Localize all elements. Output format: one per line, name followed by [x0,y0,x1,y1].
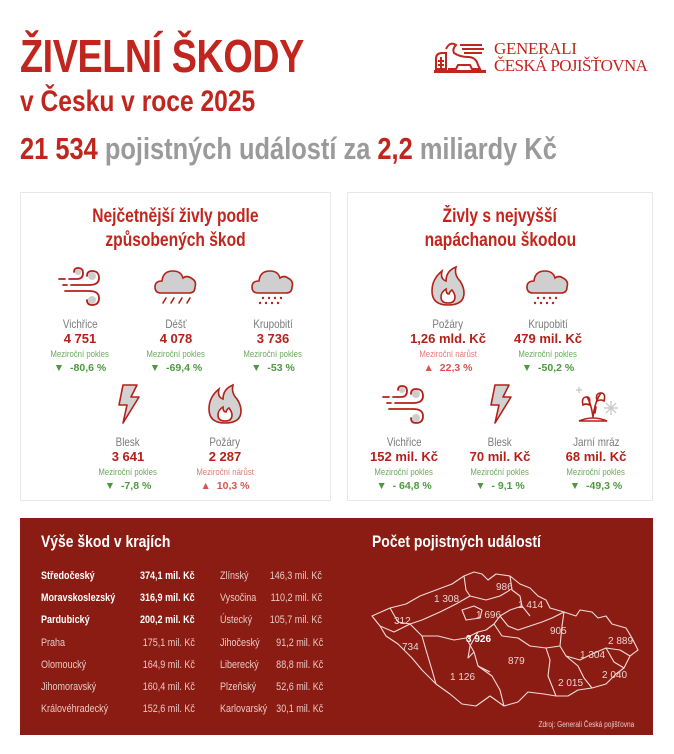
page-title: ŽIVELNÍ ŠKODY [20,30,304,82]
total-amount: 2,2 [377,131,413,166]
wind-icon [30,263,130,309]
frost-flower-icon [546,381,646,427]
wind-icon [354,381,454,427]
svg-text:2 015: 2 015 [558,678,584,689]
svg-text:312: 312 [394,616,411,627]
logo-line1: GENERALI [494,39,577,58]
svg-text:1 308: 1 308 [434,594,460,605]
card-title: Živly s nejvyšší napáchanou škodou [424,206,576,251]
trend-up-icon: ▲ [423,362,440,374]
events-text: pojistných událostí za [97,131,378,166]
svg-text:1 126: 1 126 [450,672,476,683]
item-pozary: Požáry 2 287 Meziroční nárůst ▲ 10,3 % [175,381,275,493]
map-title: Počet pojistných událostí [372,532,541,551]
logo-line2: ČESKÁ POJIŠŤOVNA [494,56,648,75]
fire-icon [398,263,498,309]
svg-text:2 889: 2 889 [608,636,634,647]
item-vichrice: Vichřice 4 751 Meziroční pokles ▼ -80,6 % [30,263,130,375]
trend-down-icon: ▼ [569,480,587,492]
svg-text:3 926: 3 926 [466,634,492,645]
item-pozary: Požáry 1,26 mld. Kč Meziroční nárůst ▲ 22,3 % [398,263,498,375]
item-krupobiti: Krupobití 479 mil. Kč Meziroční pokles ▼ -50,2 % [498,263,598,375]
trend-down-icon: ▼ [376,480,393,492]
hail-icon [223,263,323,309]
regions-title: Výše škod v krajích [41,532,171,551]
generali-logo [432,38,656,76]
item-dest: Déšť 4 078 Meziroční pokles ▼ -69,4 % [126,263,226,375]
regions-panel: Výše škod v krajích Středočeský 374,1 mil. Kč Moravskoslezský 316,9 mil. Kč Pardubický 200,2 mil. Kč Praha 175,1 mil. Kč Olomoucký 164,9 mil. Kč Jihomoravský 160,4 mil. Kč Královéhradecký 152,6 mil. Kč Zlínský 146,3 mil. Kč Vysočina 110,2 mil. Kč Ústecký 105,7 mil. Kč Jihočeský 91,2 mil. Kč Liberecký 88,8 mil. Kč Plzeňský 52,6 mil. Kč Karlovarský 30,1 mil. Kč Počet pojistných událostí 312 1 308 986 1 414 1 696 3 926 905 734 879 1 126 2 015 1 304 2 889 2 040 Zdroj: Generali Česká pojišťovna [20,518,653,735]
svg-text:986: 986 [496,582,513,593]
fire-icon [175,381,275,427]
card-most-frequent [20,192,331,501]
hail-icon [498,263,598,309]
trend-down-icon: ▼ [53,362,71,374]
card-highest-damage [347,192,653,501]
svg-text:734: 734 [402,642,419,653]
item-vichrice: Vichřice 152 mil. Kč Meziroční pokles ▼ - 64,8 % [354,381,454,493]
events-count: 21 534 [20,131,98,166]
czech-regions-map [370,566,650,716]
svg-text:1 696: 1 696 [476,610,502,621]
item-jarni-mraz: Jarní mráz 68 mil. Kč Meziroční pokles ▼ -49,3 % [546,381,646,493]
item-blesk: Blesk 70 mil. Kč Meziroční pokles ▼ - 9,1 % [450,381,550,493]
svg-text:879: 879 [508,656,525,667]
trend-down-icon: ▼ [521,362,539,374]
lightning-icon [78,381,178,427]
page-subtitle: v Česku v roce 2025 [20,85,256,118]
svg-text:2 040: 2 040 [602,670,628,681]
source-note: Zdroj: Generali Česká pojišťovna [538,720,635,729]
svg-text:1 414: 1 414 [518,600,544,611]
summary-line [20,132,674,166]
svg-text:905: 905 [550,626,567,637]
rain-icon [126,263,226,309]
item-krupobiti: Krupobití 3 736 Meziroční pokles ▼ -53 % [223,263,323,375]
trend-down-icon: ▼ [475,480,492,492]
trend-up-icon: ▲ [200,480,217,492]
trend-down-icon: ▼ [251,362,268,374]
trend-down-icon: ▼ [104,480,121,492]
amount-text: miliardy Kč [412,131,557,166]
winged-lion-icon [432,39,488,75]
trend-down-icon: ▼ [149,362,167,374]
card-title: Nejčetnější živly podle způsobených škod [92,206,259,251]
item-blesk: Blesk 3 641 Meziroční pokles ▼ -7,8 % [78,381,178,493]
svg-text:1 304: 1 304 [580,650,606,661]
lightning-icon [450,381,550,427]
